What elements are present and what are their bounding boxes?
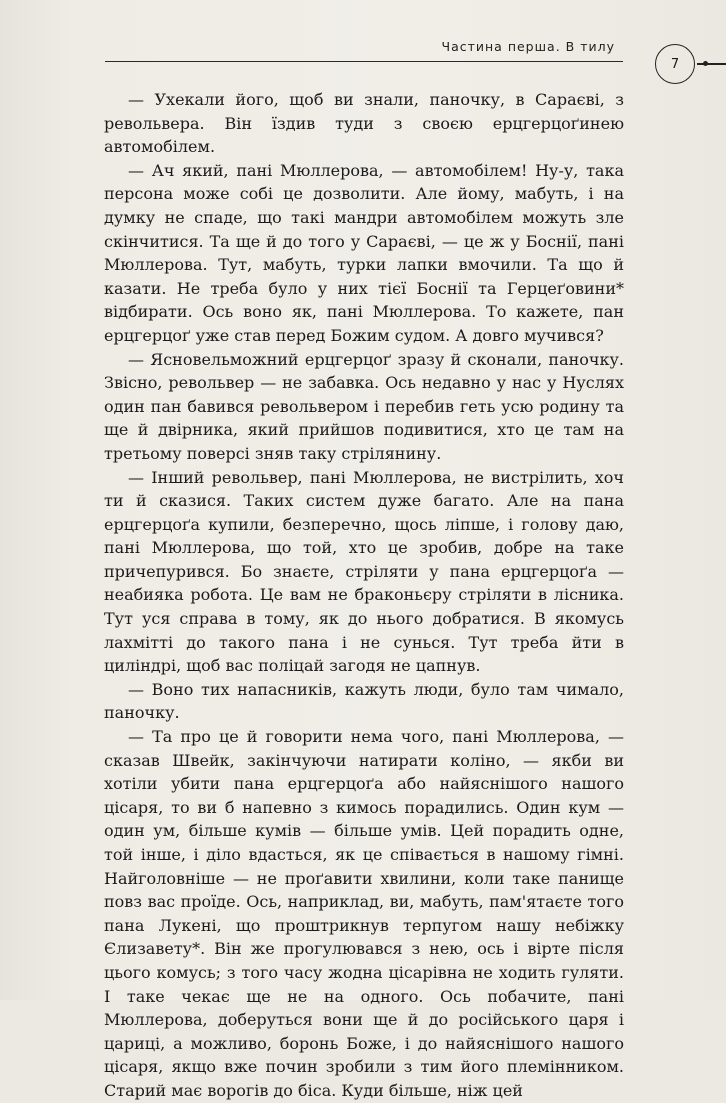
paragraph: — Та про це й говорити нема чого, пані Мюллерова, — сказав Швейк, закінчуючи натирати коліно, — якби ви хотіли убити пана ерцгерцоґа або найяснішого нашого цісаря, то ви б напевно з кимось порадились. Один кум — один ум, більше кумів — більше умів. Цей порадить одне, той інше, і діло вдасться, як це співається в нашому гімні. Найголовніше — не проґавити хвилини, коли таке панище повз вас проїде. Ось, наприклад, ви, мабуть, пам'ятаєте того пана Лукені, що проштрикнув терпугом нашу небіжку Єлизавету*. Він же прогулювався з нею, ось і вірте після цього комусь; з того часу жодна цісарівна не ходить гуляти. І таке чекає ще не на одного. Ось побачите, пані Мюллерова, доберуться вони ще й до російського царя і цариці, а можливо, боронь Боже, і до найяснішого нашого цісаря, якщо вже почин зробили з тим його племінником. Старий має ворогів до біса. Куди більше, ніж цей [104, 727, 624, 1100]
paragraph: — Ач який, пані Мюллерова, — автомобілем! Ну-у, така персона може собі це дозволити. Але йому, мабуть, і на думку не спаде, що такі мандри автомобілем можуть зле скінчитися. Та ще й до того у Сараєві, — це ж у Боснії, пані Мюллерова. Тут, мабуть, турки лапки вмочили. Та що й казати. Не треба було у них тієї Боснії та Герцеґовини* відбирати. Ось воно як, пані Мюллерова. То кажете, пан ерцгерцоґ уже став перед Божим судом. А довго мучився? [104, 160, 624, 345]
page-number: 7 [670, 56, 680, 72]
paragraph: — Воно тих напасників, кажуть люди, було там чимало, паночку. [104, 679, 624, 723]
paragraph: — Інший револьвер, пані Мюллерова, не вистрілить, хоч ти й сказися. Таких систем дуже багато. Але на пана ерцгерцоґа купили, безперечно, щось ліпше, і голову даю, пані Мюллерова, що той, хто це зробив, добре на таке причепурився. Бо знаєте, стріляти у пана ерцгерцоґа — неабияка робота. Це вам не браконьєру стріляти в лісника. Тут уся справа в тому, як до нього добратися. В якомусь лахмітті до такого пана і не сунься. Тут треба йти в циліндрі, щоб вас поліцай загодя не цапнув. [104, 467, 624, 676]
page-header [0, 0, 726, 100]
paragraph: — Ясновельможний ерцгерцоґ зразу й сконали, паночку. Звісно, револьвер — не забавка. Ось недавно у нас у Нуслях один пан бавився револьвером і перебив геть усю родину та ще й двірника, який прийшов подивитися, хто це там на третьому поверсі зняв таку стрілянину. [104, 349, 624, 463]
page-number-circle [655, 44, 695, 84]
header-rule [105, 61, 623, 62]
paragraph: — Ухекали його, щоб ви знали, паночку, в Сараєві, з револьвера. Він їздив туди з своєю ерцгерцоґинею автомобілем. [104, 90, 624, 157]
body-text [104, 88, 624, 1103]
running-head: Частина перша. В тилу [441, 39, 615, 54]
page-number-dot [703, 61, 708, 66]
page-number-connector-line [697, 63, 726, 65]
